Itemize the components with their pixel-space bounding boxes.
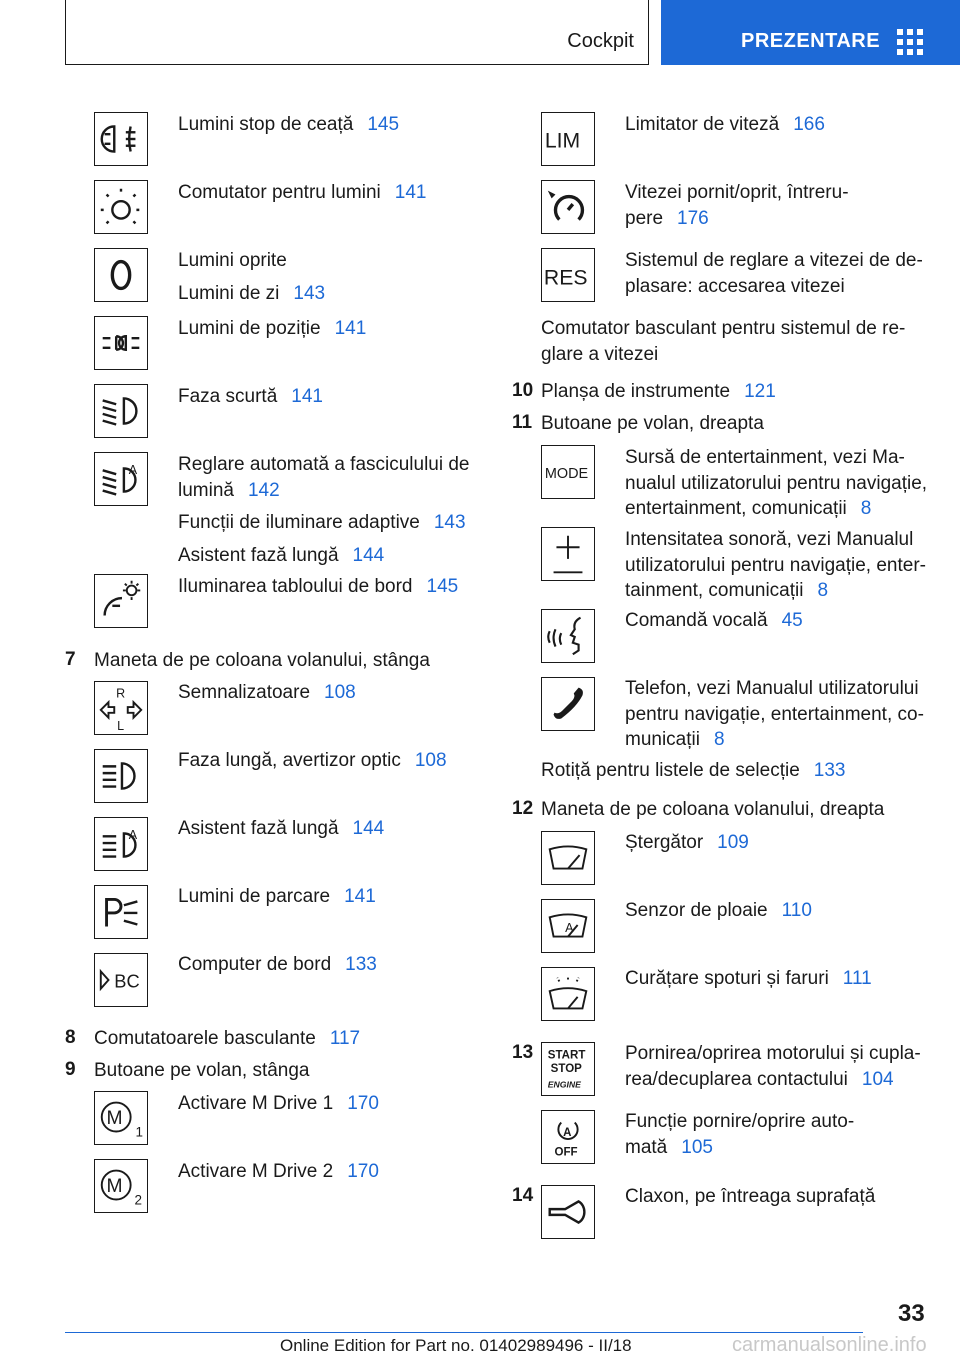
page-link[interactable]: 143 <box>433 512 466 533</box>
right-row-11: Funcție pornire/oprire auto- mată 105 <box>625 1111 855 1158</box>
start-stop-engine-icon <box>541 1042 595 1096</box>
page-link[interactable]: 8 <box>713 729 725 750</box>
left-row-14: Activare M Drive 2 170 <box>178 1161 379 1182</box>
left-row-1: Lumini stop de ceață 145 <box>178 114 400 135</box>
svg-text:START: START <box>547 1049 586 1062</box>
page-link[interactable]: 144 <box>352 818 385 839</box>
svg-text:A: A <box>563 1127 572 1140</box>
m-drive-1-icon <box>94 1091 148 1145</box>
svg-text:LIM: LIM <box>544 129 581 153</box>
left-row-10: Asistent fază lungă 144 <box>178 818 385 839</box>
horn-icon <box>541 1185 595 1239</box>
phone-icon <box>541 677 595 731</box>
page-link[interactable]: 141 <box>291 386 323 407</box>
page-link[interactable]: 166 <box>793 114 825 135</box>
svg-text:L: L <box>117 719 125 734</box>
volume-icon <box>541 527 595 581</box>
right-row-3: Sistemul de reglare a vitezei de de- plasare: accesarea vitezei <box>625 250 923 297</box>
resume-speed-icon <box>541 248 595 302</box>
header-section-title: Cockpit <box>567 30 634 52</box>
item-9-title: Butoane pe volan, stânga <box>94 1060 310 1081</box>
right-row-8: Ștergător 109 <box>625 832 749 853</box>
item-11-title: Butoane pe volan, dreapta <box>541 413 764 434</box>
right-row-3b: Comutator basculant pentru sistemul de re- glare a vitezei <box>541 318 906 365</box>
right-row-2: Vitezei pornit/oprit, întreru- pere 176 <box>625 182 849 229</box>
left-row-2: Comutator pentru lumini 141 <box>178 182 427 203</box>
right-row-7b: Rotiță pentru listele de selecție 133 <box>541 760 846 781</box>
svg-text:A: A <box>128 828 138 843</box>
svg-text:RES: RES <box>543 266 588 290</box>
right-row-1: Limitator de viteză 166 <box>625 114 825 135</box>
left-row-9: Faza lungă, avertizor optic 108 <box>178 750 447 771</box>
cruise-control-icon <box>541 180 595 234</box>
left-row-6: Reglare automată a fasciculului de lumină 142 Funcții de iluminare adaptive 143 Asistent fază lungă 144 <box>178 454 470 566</box>
page-link[interactable]: 117 <box>329 1028 361 1049</box>
svg-text:ENGINE: ENGINE <box>547 1079 581 1090</box>
page-link[interactable]: 45 <box>781 610 803 631</box>
header-chapter-title: PREZENTARE <box>741 30 881 52</box>
turn-signal-icon <box>94 681 148 735</box>
left-row-8: Semnalizatoare 108 <box>178 682 356 703</box>
board-computer-icon <box>94 953 148 1007</box>
header-chapter-tab[interactable] <box>661 0 960 65</box>
high-beam-icon <box>94 749 148 803</box>
page-link[interactable]: 176 <box>677 207 709 229</box>
item-8-title: Comutatoarele basculante 117 <box>94 1028 361 1049</box>
svg-text:A: A <box>128 463 138 478</box>
grid-menu-icon <box>897 29 923 55</box>
page-link[interactable]: 170 <box>347 1161 379 1182</box>
svg-text:1: 1 <box>135 1124 143 1140</box>
lights-off-icon <box>94 248 148 302</box>
page-link[interactable]: 108 <box>414 750 447 771</box>
page-link[interactable]: 141 <box>394 182 427 203</box>
left-row-7: Iluminarea tabloului de bord 145 <box>178 576 459 597</box>
page-link[interactable]: 141 <box>334 318 367 339</box>
svg-text:STOP: STOP <box>550 1062 582 1075</box>
page-link[interactable]: 142 <box>247 479 280 501</box>
page-link[interactable]: 8 <box>817 580 829 601</box>
right-row-10: Curățare spoturi și faruri 111 <box>625 968 872 989</box>
item-7-title: Maneta de pe coloana volanului, stânga <box>94 650 430 671</box>
item-number: 10 <box>512 380 534 401</box>
page-link[interactable]: 144 <box>352 544 385 566</box>
svg-text:A: A <box>565 920 574 935</box>
auto-start-stop-icon <box>541 1110 595 1164</box>
left-row-4: Lumini de poziție 141 <box>178 318 367 339</box>
page-link[interactable]: 104 <box>861 1068 894 1090</box>
svg-text:OFF: OFF <box>554 1146 578 1159</box>
item-number: 9 <box>65 1059 76 1080</box>
voice-control-icon <box>541 609 595 663</box>
item-number: 8 <box>65 1027 76 1048</box>
page-link[interactable]: 111 <box>842 968 872 989</box>
svg-text:2: 2 <box>134 1192 142 1208</box>
light-switch-icon <box>94 180 148 234</box>
svg-text:MODE: MODE <box>544 465 589 482</box>
svg-text:BC: BC <box>114 970 140 992</box>
header-section-box <box>65 0 649 65</box>
page-link[interactable]: 108 <box>324 682 356 703</box>
page-link[interactable]: 8 <box>860 498 872 519</box>
item-13-title: Pornirea/oprirea motorului și cupla- rea/decuplarea contactului 104 <box>625 1043 921 1090</box>
footer-edition: Online Edition for Part no. 01402989496 - II/18 <box>280 1336 632 1355</box>
rain-sensor-icon <box>541 899 595 953</box>
left-row-5: Faza scurtă 141 <box>178 386 323 407</box>
page-number: 33 <box>898 1300 925 1327</box>
svg-text:R: R <box>116 686 126 701</box>
item-14-title: Claxon, pe întreaga suprafață <box>625 1186 876 1207</box>
fog-light-icon <box>94 112 148 166</box>
item-12-title: Maneta de pe coloana volanului, dreapta <box>541 799 885 820</box>
page-link[interactable]: 145 <box>426 576 459 597</box>
item-number: 13 <box>512 1042 534 1063</box>
left-row-3: Lumini oprite Lumini de zi 143 <box>178 250 326 304</box>
parking-light-side-icon <box>94 885 148 939</box>
item-number: 12 <box>512 798 534 819</box>
page-link[interactable]: 145 <box>367 114 400 135</box>
page-link[interactable]: 141 <box>344 886 376 907</box>
auto-beam-icon <box>94 452 148 506</box>
svg-text:M: M <box>106 1107 123 1129</box>
page-link[interactable]: 109 <box>717 832 749 853</box>
mode-button-icon <box>541 445 595 499</box>
page-link[interactable]: 105 <box>681 1136 713 1158</box>
item-number: 7 <box>65 649 76 670</box>
watermark: carmanualsonline.info <box>732 1334 927 1356</box>
right-row-9: Senzor de ploaie 110 <box>625 900 812 921</box>
page-link[interactable]: 133 <box>345 954 377 975</box>
page-link[interactable]: 170 <box>347 1093 379 1114</box>
low-beam-icon <box>94 384 148 438</box>
right-row-5: Intensitatea sonoră, vezi Manualul utilizatorului pentru navigație, enter- tainment, comunicații 8 <box>625 529 927 601</box>
right-row-4: Sursă de entertainment, vezi Ma- nualul utilizatorului pentru navigație, entertainment, comunicații 8 <box>625 447 928 519</box>
washer-icon <box>541 967 595 1021</box>
page-link[interactable]: 133 <box>813 760 846 781</box>
item-10-title: Planșa de instrumente 121 <box>541 381 776 402</box>
wiper-icon <box>541 831 595 885</box>
page-link[interactable]: 110 <box>781 900 812 921</box>
item-number: 11 <box>512 412 533 433</box>
left-row-13: Activare M Drive 1 170 <box>178 1093 379 1114</box>
page-link[interactable]: 143 <box>293 282 326 304</box>
svg-text:M: M <box>106 1175 123 1197</box>
speed-limiter-icon <box>541 112 595 166</box>
page-link[interactable]: 121 <box>744 381 776 402</box>
item-number: 14 <box>512 1185 534 1206</box>
left-row-11: Lumini de parcare 141 <box>178 886 376 907</box>
high-beam-assist-icon <box>94 817 148 871</box>
right-row-7: Telefon, vezi Manualul utilizatorului pentru navigație, entertainment, co- municații 8 <box>625 678 924 750</box>
parking-lights-icon <box>94 316 148 370</box>
left-row-12: Computer de bord 133 <box>178 954 377 975</box>
m-drive-2-icon <box>94 1159 148 1213</box>
dashboard-illumination-icon <box>94 574 148 628</box>
right-row-6: Comandă vocală 45 <box>625 610 803 631</box>
